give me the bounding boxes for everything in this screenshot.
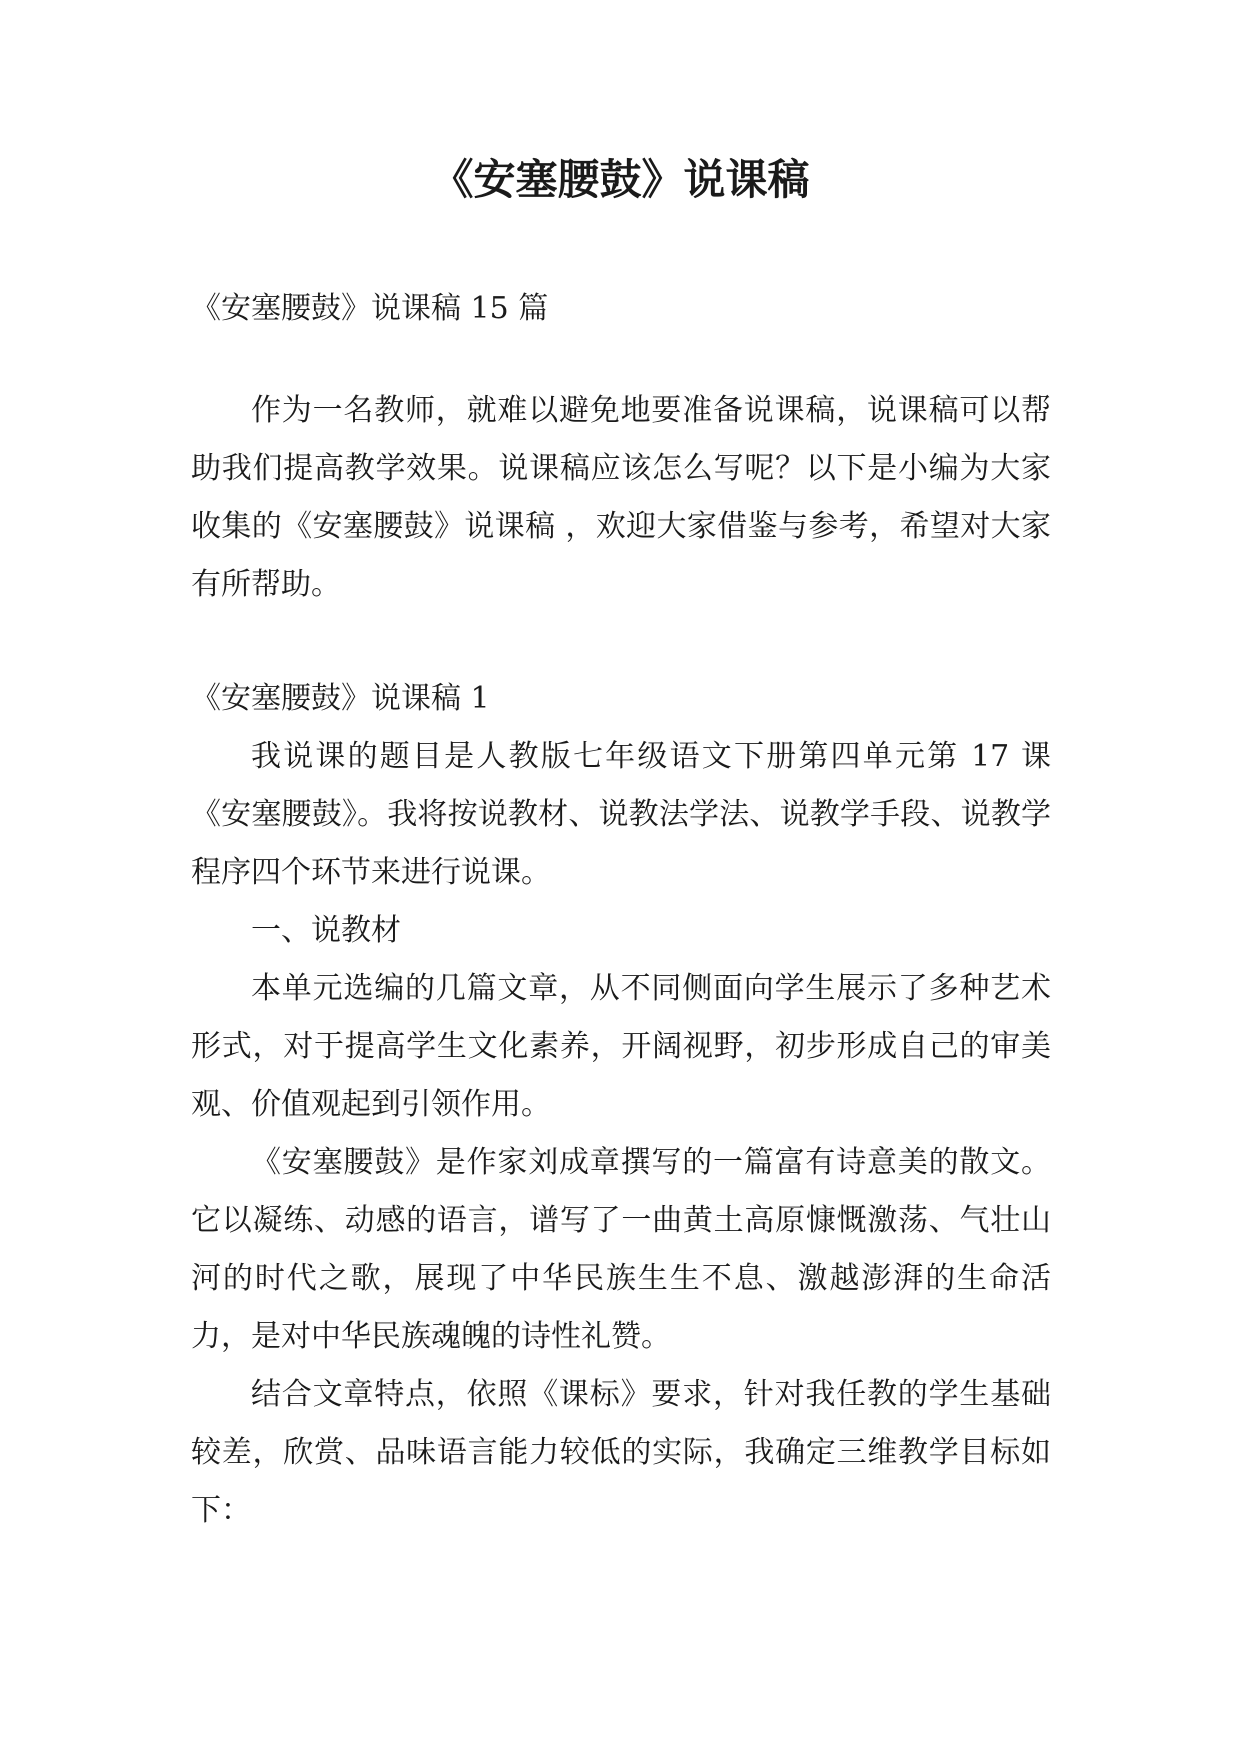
intro-paragraph: 作为一名教师，就难以避免地要准备说课稿，说课稿可以帮助我们提高教学效果。说课稿应该怎么写呢？以下是小编为大家收集的《安塞腰鼓》说课稿 ，欢迎大家借鉴与参考，希望对大家有所帮助。 (191, 393, 1051, 602)
section-heading: 《安塞腰鼓》说课稿 1 (191, 681, 490, 716)
document-title: 《安塞腰鼓》说课稿 (431, 155, 810, 204)
body-paragraph: 本单元选编的几篇文章，从不同侧面向学生展示了多种艺术形式，对于提高学生文化素养，开阔视野，初步形成自己的审美观、价值观起到引领作用。 (191, 971, 1051, 1122)
body-paragraph: 结合文章特点，依照《课标》要求，针对我任教的学生基础较差，欣赏、品味语言能力较低的实际，我确定三维教学目标如下： (191, 1377, 1051, 1528)
document-subtitle: 《安塞腰鼓》说课稿 15 篇 (191, 291, 549, 326)
subsection-heading: 一、说教材 (251, 913, 401, 948)
document-body (191, 280, 1051, 1540)
body-paragraph: 《安塞腰鼓》是作家刘成章撰写的一篇富有诗意美的散文。它以凝练、动感的语言，谱写了一曲黄土高原慷慨激荡、气壮山河的时代之歌，展现了中华民族生生不息、激越澎湃的生命活力，是对中华民族魂魄的诗性礼赞。 (191, 1145, 1051, 1354)
body-paragraph: 我说课的题目是人教版七年级语文下册第四单元第 17 课《安塞腰鼓》。我将按说教材、说教法学法、说教学手段、说教学程序四个环节来进行说课。 (191, 739, 1051, 890)
